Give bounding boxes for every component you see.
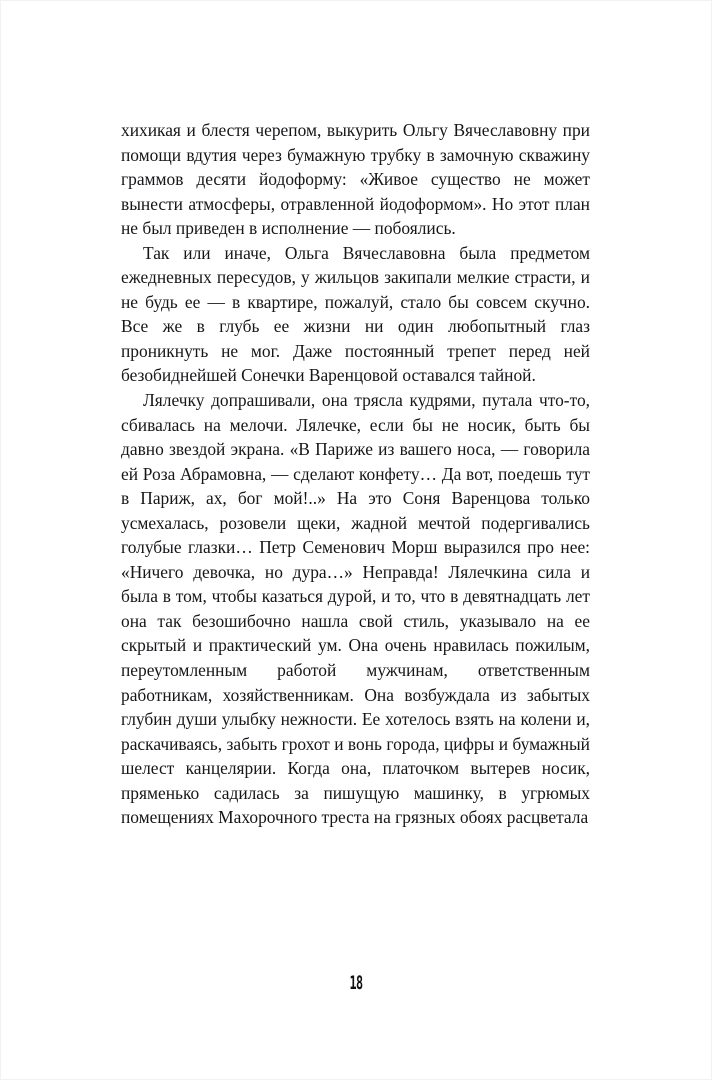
body-paragraph: Так или иначе, Ольга Вячеславовна была предметом ежедневных пересудов, у жильцов закипали мелкие страсти, и не будь ее — в квартире, пожалуй, стало бы совсем скучно. Все же в глубь ее жизни ни один любопытный глаз проникнуть не мог. Даже постоянный трепет перед ней безобиднейшей Сонечки Варенцовой оставался тайной.	[121, 242, 590, 386]
page-text-block	[121, 118, 590, 830]
body-paragraph: хихикая и блестя черепом, выкурить Ольгу Вячеславовну при помощи вдутия через бумажную трубку в замочную скважину граммов десяти йодоформу: «Живое существо не может вынести атмосферы, отравленной йодоформом». Но этот план не был приведен в исполнение — побоялись.	[121, 120, 590, 239]
page-number: 18	[349, 972, 363, 994]
body-paragraph: Лялечку допрашивали, она трясла кудрями, путала что-то, сбивалась на мелочи. Лялечке, если бы не носик, быть бы давно звездой экрана. «В Париже из вашего носа, — говорила ей Роза Абрамовна, — сделают конфету… Да вот, поедешь тут в Париж, ах, бог мой!..» На это Соня Варенцова только усмехалась, розовели щеки, жадной мечтой подергивались голубые глазки… Петр Семенович Морш выразился про нее: «Ничего девочка, но дура…» Неправда! Лялечкина сила и была в том, чтобы казаться дурой, и то, что в девятнадцать лет она так безошибочно нашла свой стиль, указывало на ее скрытый и практический ум. Она очень нравилась пожилым, переутомленным работой мужчинам, ответственным работникам, хозяйственникам. Она возбуждала из забытых глубин души улыбку нежности. Ее хотелось взять на колени и, раскачиваясь, забыть грохот и вонь города, цифры и бумажный шелест канцелярии. Когда она, платочком вытерев носик, пряменько садилась за пишущую машинку, в угрюмых помещениях Махорочного треста на грязных обоях расцветала	[121, 390, 590, 828]
